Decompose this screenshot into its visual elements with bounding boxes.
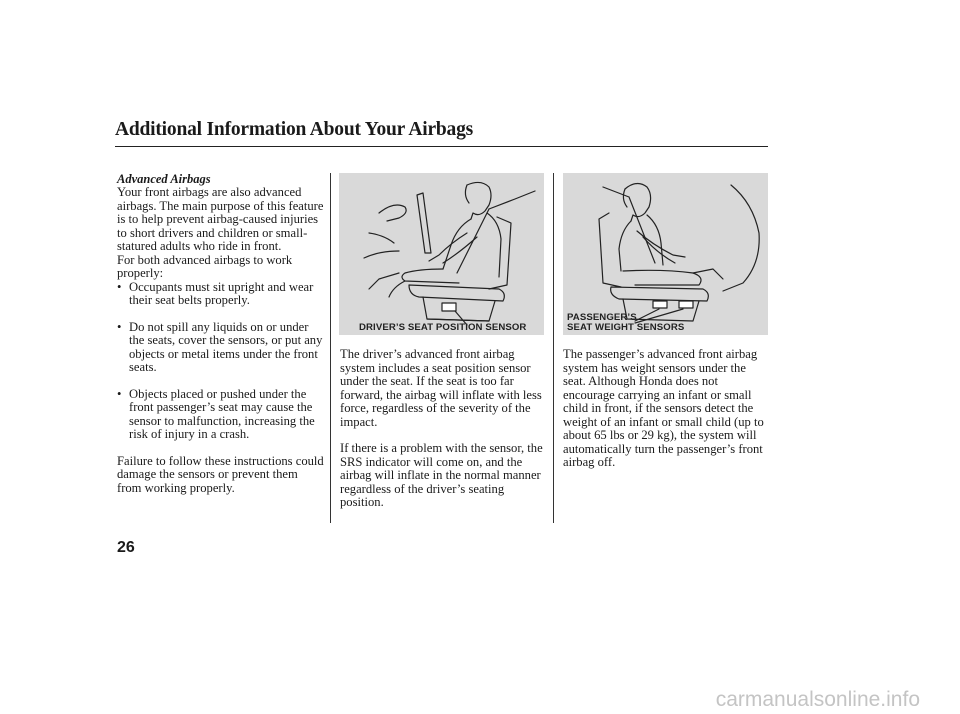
column-divider-2 (553, 173, 554, 523)
bullet-icon: • (117, 279, 122, 294)
passenger-caption-line-2: SEAT WEIGHT SENSORS (567, 322, 685, 333)
closing-paragraph: Failure to follow these instructions could damage the sensors or prevent them from working properly. (117, 453, 324, 495)
watermark (0, 688, 960, 712)
page-number: 26 (117, 539, 135, 556)
driver-seat-illustration (339, 173, 544, 335)
driver-paragraph-1: The driver’s advanced front airbag system includes a seat position sensor under the seat. If the seat is too far forward, the airbag will inflate with less force, regardless of the severity of the impact. (340, 347, 542, 429)
passenger-seat-illustration (563, 173, 768, 335)
driver-sensor-caption: DRIVER’S SEAT POSITION SENSOR (359, 322, 527, 333)
driver-seat-drawing (339, 173, 544, 335)
column-3-text (563, 348, 769, 470)
subheading-advanced-airbags: Advanced Airbags (117, 172, 211, 186)
column-2-text (340, 348, 548, 510)
bullet-text: Do not spill any liquids on or under the seats, cover the sensors, or put any objects or metal items under the front seats. (129, 319, 323, 374)
driver-paragraph-2: If there is a problem with the sensor, the SRS indicator will come on, and the airbag will inflate in the normal manner regardless of the driver’s seating position. (340, 441, 543, 509)
column-divider-1 (330, 173, 331, 523)
bullet-text: Occupants must sit upright and wear their seat belts properly. (129, 279, 314, 307)
section-title: Additional Information About Your Airbags (115, 119, 474, 140)
passenger-caption-line-1: PASSENGER’S (567, 312, 637, 323)
column-1-text (117, 186, 324, 495)
intro-paragraph: Your front airbags are also advanced airbags. The main purpose of this feature is to help prevent airbag-caused injuries to short drivers and children or small-statured adults who ride in front. (117, 185, 324, 253)
passenger-paragraph-1: The passenger’s advanced front airbag system has weight sensors under the seat. Although Honda does not encourage carrying an infant or small child in front, if the sensors detect the weight of an infant or small child (up to about 65 lbs or 29 kg), the system will automatically turn the passenger’s front airbag off. (563, 347, 764, 469)
passenger-seat-drawing (563, 173, 768, 335)
passenger-sensor-caption (567, 313, 684, 333)
watermark-text: carmanualsonline.info (715, 688, 920, 711)
bullet-item-2 (117, 321, 324, 375)
bullet-item-3 (117, 388, 324, 442)
bullet-icon: • (117, 386, 122, 401)
lead-paragraph: For both advanced airbags to work properly: (117, 252, 293, 280)
bullet-icon: • (117, 319, 122, 334)
bullet-text: Objects placed or pushed under the front passenger’s seat may cause the sensor to malfunction, increasing the risk of injury in a crash. (129, 386, 315, 441)
bullet-item-1 (117, 281, 324, 308)
title-rule (115, 146, 768, 147)
